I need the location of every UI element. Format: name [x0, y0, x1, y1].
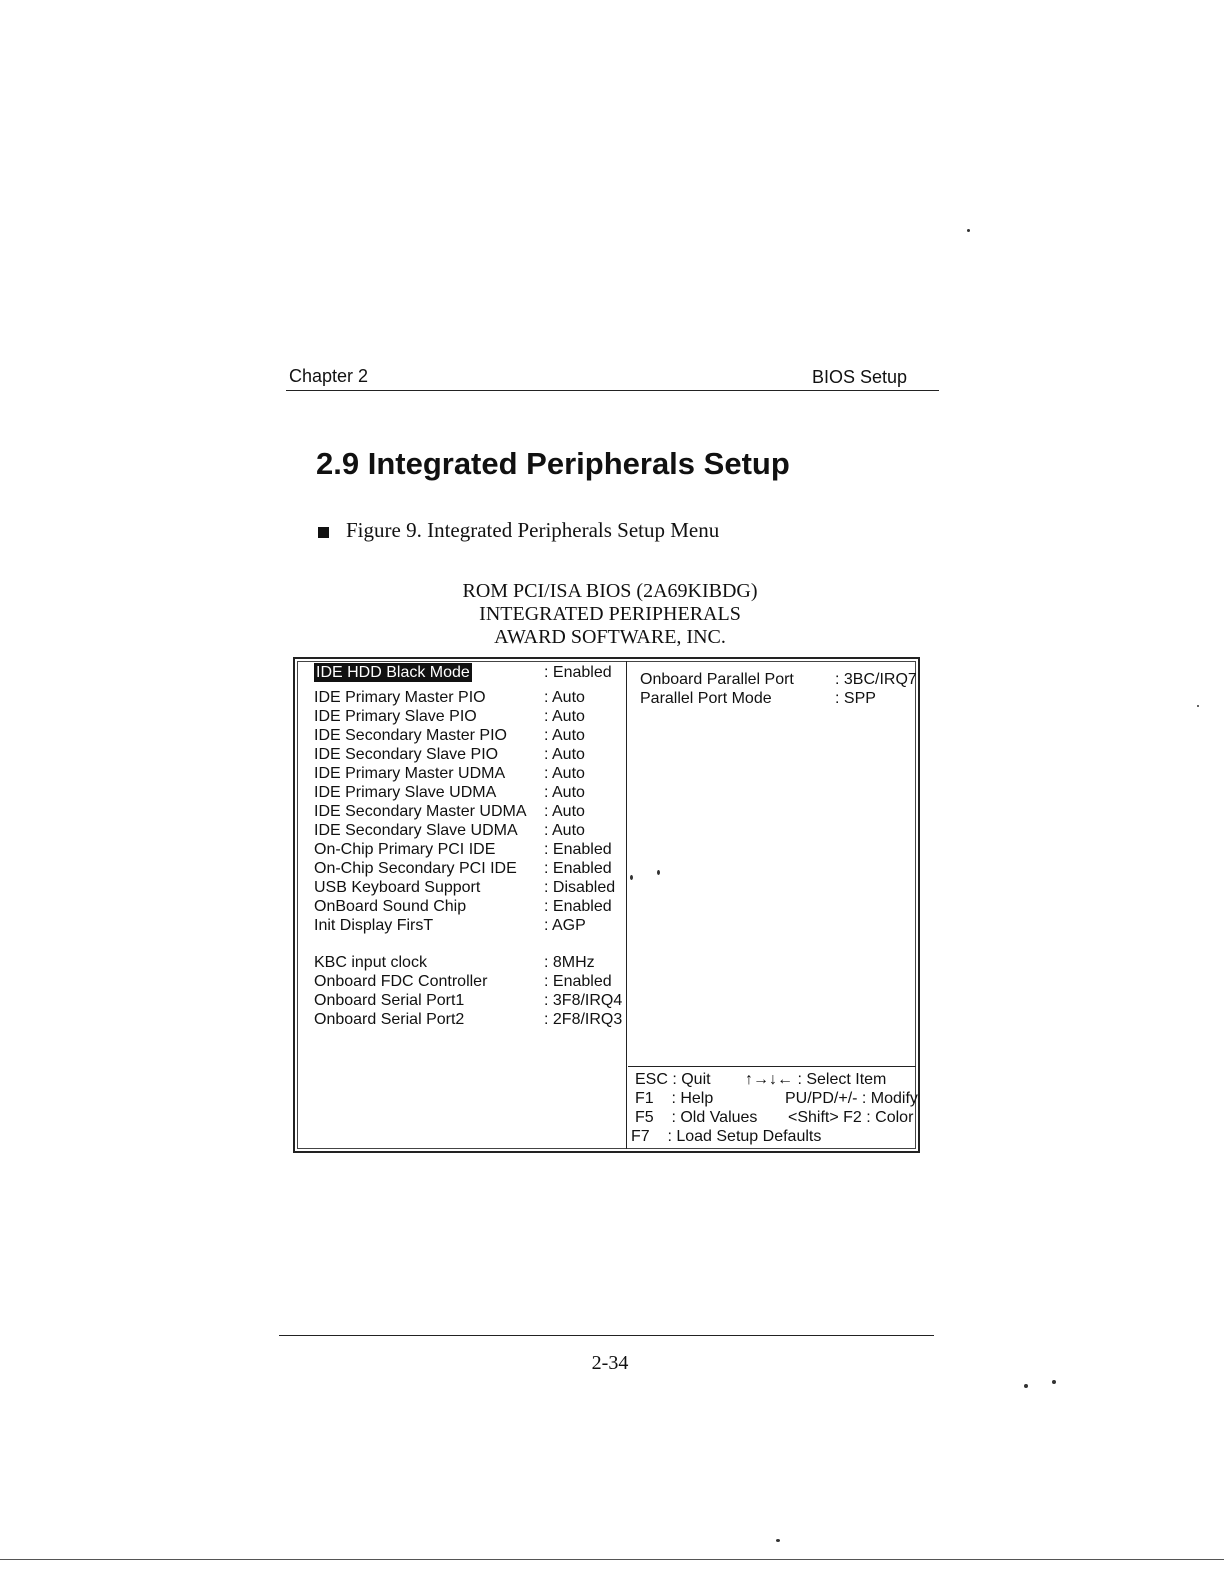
setting-label[interactable]: On-Chip Secondary PCI IDE — [314, 860, 517, 877]
setting-value[interactable]: : 3F8/IRQ4 — [544, 992, 623, 1009]
key-f7-load-defaults: F7 : Load Setup Defaults — [631, 1128, 822, 1145]
setting-label[interactable]: Onboard Serial Port1 — [314, 992, 465, 1009]
setting-value[interactable]: : Enabled — [544, 664, 612, 681]
bios-header — [400, 580, 820, 649]
setting-label[interactable]: IDE Primary Slave UDMA — [314, 784, 497, 801]
key-modify: PU/PD/+/- : Modify — [785, 1090, 918, 1107]
setting-value[interactable]: : 3BC/IRQ7 — [835, 671, 917, 688]
setting-value[interactable]: : AGP — [544, 917, 586, 934]
page-title: 2.9 Integrated Peripherals Setup — [316, 446, 790, 481]
setting-label[interactable]: KBC input clock — [314, 954, 427, 971]
setting-label[interactable]: Init Display FirsT — [314, 917, 434, 934]
setting-label[interactable]: On-Chip Primary PCI IDE — [314, 841, 496, 858]
setting-value[interactable]: : Auto — [544, 727, 585, 744]
setting-value[interactable]: : Auto — [544, 765, 585, 782]
setting-value[interactable]: : 8MHz — [544, 954, 595, 971]
setting-label[interactable]: IDE Secondary Master PIO — [314, 727, 507, 744]
bios-column-divider — [626, 661, 627, 1149]
setting-label[interactable]: IDE Secondary Master UDMA — [314, 803, 527, 820]
setting-label[interactable]: Parallel Port Mode — [640, 690, 772, 707]
footer-rule — [279, 1335, 934, 1336]
setting-value[interactable]: : Auto — [544, 784, 585, 801]
setting-value[interactable]: : Auto — [544, 822, 585, 839]
setting-value[interactable]: : Enabled — [544, 898, 612, 915]
setting-label[interactable]: Onboard Parallel Port — [640, 671, 794, 688]
chapter-label: Chapter 2 — [289, 366, 369, 386]
figure-caption: Figure 9. Integrated Peripherals Setup Menu — [346, 518, 720, 542]
key-select-item: ↑→↓← : Select Item — [745, 1071, 887, 1088]
setting-label-selected[interactable]: IDE HDD Black Mode — [316, 664, 470, 681]
scan-speck — [776, 1539, 780, 1542]
setting-label[interactable]: IDE Primary Master PIO — [314, 689, 486, 706]
setting-value[interactable]: : Enabled — [544, 973, 612, 990]
key-esc-quit: ESC : Quit — [635, 1071, 711, 1088]
setting-value[interactable]: : Auto — [544, 708, 585, 725]
setting-label[interactable]: OnBoard Sound Chip — [314, 898, 467, 915]
setting-label[interactable]: Onboard Serial Port2 — [314, 1011, 465, 1028]
scan-speck — [630, 875, 633, 880]
bios-header-line2: INTEGRATED PERIPHERALS — [479, 603, 741, 625]
setting-value[interactable]: : Auto — [544, 746, 585, 763]
setting-value[interactable]: : SPP — [835, 690, 876, 707]
setting-label[interactable]: USB Keyboard Support — [314, 879, 481, 896]
scan-speck — [967, 229, 970, 232]
bios-header-line1: ROM PCI/ISA BIOS (2A69KIBDG) — [462, 580, 758, 602]
key-help-divider — [628, 1066, 916, 1067]
setting-label[interactable]: IDE Primary Slave PIO — [314, 708, 477, 725]
setting-value[interactable]: : Enabled — [544, 841, 612, 858]
key-color: <Shift> F2 : Color — [788, 1109, 914, 1126]
header-rule — [286, 390, 939, 391]
section-label: BIOS Setup — [812, 367, 908, 387]
setting-label[interactable]: IDE Secondary Slave UDMA — [314, 822, 518, 839]
setting-value[interactable]: : Enabled — [544, 860, 612, 877]
key-f1-help: F1 : Help — [635, 1090, 714, 1107]
scan-speck — [1052, 1380, 1056, 1384]
scan-speck — [1024, 1384, 1028, 1388]
setting-value[interactable]: : 2F8/IRQ3 — [544, 1011, 623, 1028]
square-bullet-icon — [318, 527, 329, 538]
key-f5-old-values: F5 : Old Values — [635, 1109, 758, 1126]
setting-label[interactable]: IDE Primary Master UDMA — [314, 765, 506, 782]
setting-value[interactable]: : Auto — [544, 803, 585, 820]
scan-speck — [1197, 705, 1199, 707]
scan-speck — [657, 870, 660, 875]
setting-label[interactable]: Onboard FDC Controller — [314, 973, 488, 990]
page-number: 2-34 — [591, 1352, 629, 1374]
setting-label[interactable]: IDE Secondary Slave PIO — [314, 746, 499, 763]
setting-value[interactable]: : Disabled — [544, 879, 616, 896]
setting-value[interactable]: : Auto — [544, 689, 585, 706]
bios-header-line3: AWARD SOFTWARE, INC. — [494, 626, 726, 648]
scan-edge-line — [0, 1559, 1224, 1560]
